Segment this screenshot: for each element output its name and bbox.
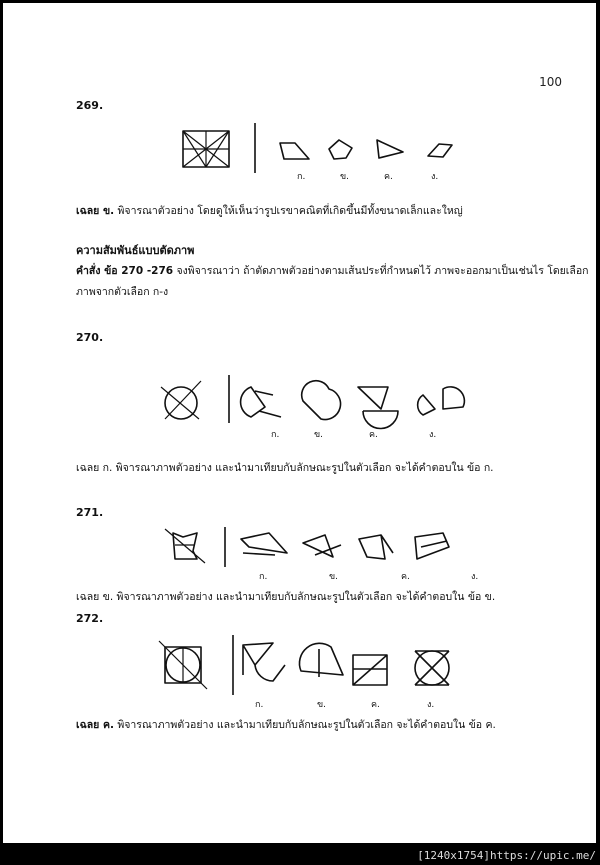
- figure-272-choice-b: [299, 643, 343, 677]
- answer-272-text: พิจารณาภาพตัวอย่าง และนำมาเทียบกับลักษณะรูปในตัวเลือก จะได้คำตอบใน ข้อ ค.: [114, 719, 496, 731]
- answer-271-text: พิจารณาภาพตัวอย่าง และนำมาเทียบกับลักษณะรูปในตัวเลือก จะได้คำตอบใน ข้อ ข.: [113, 591, 496, 603]
- figure-270-label-b: ข.: [314, 430, 324, 440]
- question-number-269: 269.: [76, 99, 104, 112]
- figure-269: [3, 121, 596, 191]
- question-number-272: 272.: [76, 612, 104, 625]
- answer-271-label: เฉลย ข.: [76, 591, 114, 603]
- figure-272-label-d: ง.: [427, 700, 435, 710]
- section-heading: ความสัมพันธ์แบบตัดภาพ: [76, 244, 195, 257]
- answer-270-label: เฉลย ก.: [76, 462, 113, 474]
- answer-269-label: เฉลย ข.: [76, 205, 115, 217]
- section-instruction-line1: [76, 261, 589, 282]
- figure-270-choice-d: [418, 387, 465, 415]
- figure-271-choice-c: [359, 535, 393, 559]
- figure-272-label-c: ค.: [371, 700, 380, 710]
- figure-269-choice-a: [280, 143, 309, 159]
- instruction-text: จงพิจารณาว่า ถ้าตัดภาพตัวอย่างตามเส้นประที่กำหนดไว้ ภาพจะออกมาเป็นเช่นไร โดยเลือก: [173, 265, 589, 277]
- answer-270: [76, 458, 494, 479]
- figure-272: [3, 625, 596, 711]
- section-instruction-line2: ภาพจากตัวเลือก ก-ง: [76, 286, 169, 298]
- figure-269-choice-b: [329, 140, 352, 159]
- figure-270-label-a: ก.: [271, 430, 280, 440]
- figure-271-example: [165, 529, 205, 563]
- figure-270-choice-a: [241, 387, 281, 417]
- figure-272-choice-a: [243, 643, 285, 681]
- figure-269-label-d: ง.: [431, 172, 439, 182]
- answer-272: [76, 715, 496, 736]
- instruction-label: คำสั่ง ข้อ 270 -276: [76, 265, 174, 277]
- question-number-270: 270.: [76, 331, 104, 344]
- figure-271-label-a: ก.: [259, 572, 268, 582]
- figure-269-choice-d: [428, 144, 452, 157]
- figure-270-choice-c: [358, 387, 398, 429]
- document-page: [3, 3, 596, 843]
- figure-272-label-b: ข.: [317, 700, 327, 710]
- image-source-footer: [1240x1754]https://upic.me/: [417, 849, 596, 862]
- answer-269-text: พิจารณาตัวอย่าง โดยดูให้เห็นว่ารูปเรขาคณิตที่เกิดขึ้นมีทั้งขนาดเล็กและใหญ่: [114, 205, 463, 217]
- answer-271: [76, 587, 495, 608]
- figure-271-label-b: ข.: [329, 572, 339, 582]
- figure-271-choice-b: [303, 535, 341, 557]
- figure-272-example: [159, 641, 207, 689]
- answer-272-label: เฉลย ค.: [76, 719, 114, 731]
- figure-271-label-c: ค.: [401, 572, 410, 582]
- figure-271: [3, 523, 596, 585]
- answer-270-text: พิจารณาภาพตัวอย่าง และนำมาเทียบกับลักษณะรูปในตัวเลือก จะได้คำตอบใน ข้อ ก.: [112, 462, 494, 474]
- figure-270-choice-b: [302, 381, 341, 420]
- figure-271-choice-d: [415, 533, 449, 559]
- answer-269: [76, 201, 463, 222]
- figure-269-label-c: ค.: [384, 172, 393, 182]
- figure-272-label-a: ก.: [255, 700, 264, 710]
- figure-269-choice-c: [377, 140, 403, 158]
- figure-270-label-d: ง.: [429, 430, 437, 440]
- figure-270-example: [161, 381, 201, 419]
- figure-269-example: [183, 131, 229, 167]
- question-number-271: 271.: [76, 506, 104, 519]
- figure-269-label-b: ข.: [340, 172, 350, 182]
- page-number: 100: [539, 75, 562, 89]
- figure-270: [3, 371, 596, 441]
- figure-269-label-a: ก.: [297, 172, 306, 182]
- figure-270-label-c: ค.: [369, 430, 378, 440]
- figure-271-label-d: ง.: [471, 572, 479, 582]
- figure-272-choice-c: [353, 655, 387, 685]
- figure-271-choice-a: [241, 533, 287, 555]
